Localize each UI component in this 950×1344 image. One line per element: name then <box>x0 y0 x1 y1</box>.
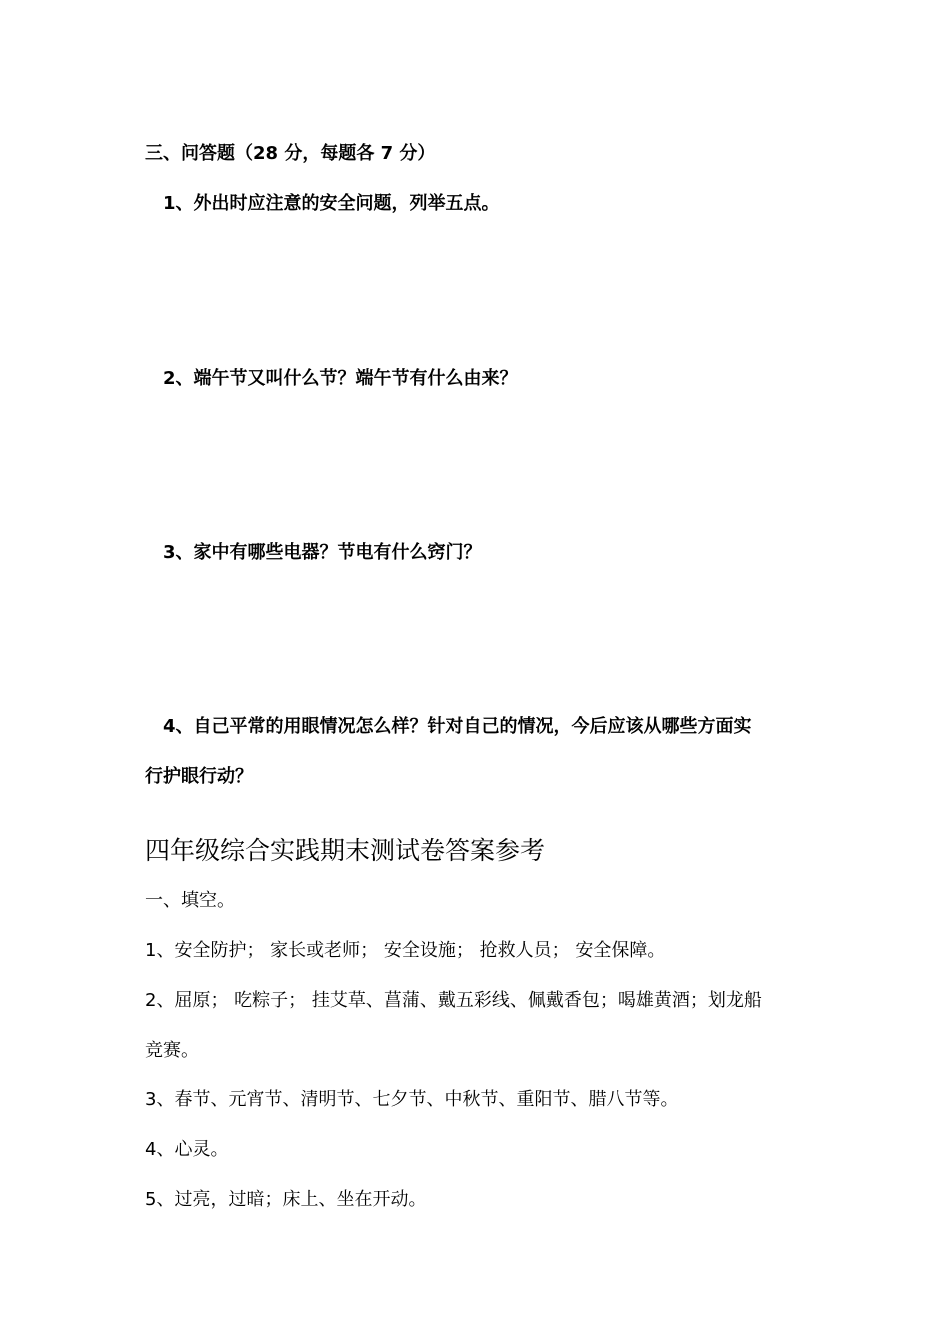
answer-3: 3、春节、元宵节、清明节、七夕节、中秋节、重阳节、腊八节等。 <box>145 1089 679 1110</box>
answer-4: 4、心灵。 <box>145 1139 229 1160</box>
question-2: 2、端午节又叫什么节？端午节有什么由来？ <box>163 368 518 389</box>
answer-section-1-heading: 一、填空。 <box>145 890 235 911</box>
question-4-line-1: 4、自己平常的用眼情况怎么样？针对自己的情况，今后应该从哪些方面实 <box>163 716 752 737</box>
answer-1: 1、安全防护； 家长或老师； 安全设施； 抢救人员； 安全保障。 <box>145 940 666 961</box>
question-1: 1、外出时应注意的安全问题，列举五点。 <box>163 193 500 214</box>
answer-2-line-2: 竞赛。 <box>145 1040 199 1061</box>
answer-2-line-1: 2、屈原； 吃粽子； 挂艾草、菖蒲、戴五彩线、佩戴香包；喝雄黄酒；划龙船 <box>145 990 762 1011</box>
answer-key-title: 四年级综合实践期末测试卷答案参考 <box>145 836 546 865</box>
question-section-heading: 三、问答题（28 分，每题各 7 分） <box>145 143 436 164</box>
answer-5: 5、过亮，过暗；床上、坐在开动。 <box>145 1189 427 1210</box>
question-3: 3、家中有哪些电器？节电有什么窍门？ <box>163 542 482 563</box>
question-4-line-2: 行护眼行动？ <box>145 766 253 787</box>
